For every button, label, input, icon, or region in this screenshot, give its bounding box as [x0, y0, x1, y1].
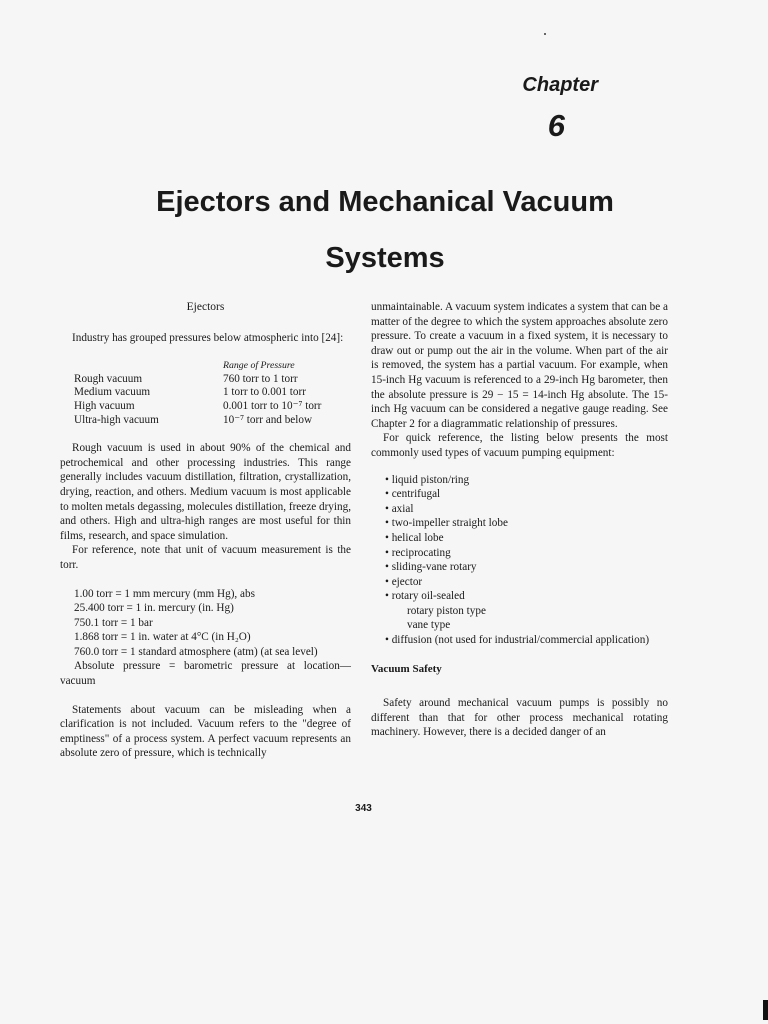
list-item: • two-impeller straight lobe [385, 517, 508, 530]
list-item: • liquid piston/ring [385, 473, 470, 486]
page-number: 343 [355, 803, 372, 814]
vacuum-system-paragraph: unmaintainable. A vacuum system indicates a system that can be a matter of the degree to which the system approaches absolute zero pressure. To create a vacuum in a fixed system, it is necessary to draw out or pump out the air in the volume. When part of the air is removed, the system has a partial vacuum. For example, when 15-inch Hg vacuum is referenced to a 29-inch Hg barometer, then the absolute pressure is 29 − 15 = 14-inch Hg absolute. The 15-inch Hg vacuum can be considered a negative gauge reading. See Chapter 2 for a diagrammatic relationship of pressures. [371, 301, 668, 430]
chapter-label: Chapter [522, 74, 598, 96]
list-subitem: vane type [407, 619, 451, 632]
list-item: 750.1 torr = 1 bar [74, 616, 153, 629]
table-row: Medium vacuum 1 torr to 0.001 torr [74, 386, 306, 399]
pressure-range-table [74, 359, 321, 427]
unit-conversion-list [74, 587, 351, 660]
list-item: 1.00 torr = 1 mm mercury (mm Hg), abs [74, 587, 255, 600]
section-heading-ejectors: Ejectors [186, 301, 225, 313]
list-item: • axial [385, 502, 414, 515]
table-row: Rough vacuum 760 torr to 1 torr [74, 372, 298, 385]
left-column [60, 300, 351, 761]
list-subitem: rotary piston type [407, 604, 486, 617]
equipment-intro-paragraph: For quick reference, the listing below presents the most commonly used types of vacuum pumping equipment: [371, 432, 668, 459]
range-column-header: Range of Pressure [223, 360, 295, 372]
chapter-title-line-2: Systems [325, 242, 445, 274]
chapter-title [60, 174, 710, 286]
chapter-title-line-1: Ejectors and Mechanical Vacuum [156, 186, 614, 218]
right-column [371, 300, 668, 740]
table-row: Ultra-high vacuum 10⁻⁷ torr and below [74, 413, 313, 426]
list-item: • rotary oil-sealed [385, 590, 465, 603]
vacuum-safety-paragraph: Safety around mechanical vacuum pumps is possibly no different than that for other process mechanical rotating machinery. However, there is a decided danger of an [371, 697, 668, 739]
list-item: • ejector [385, 575, 423, 588]
list-item: • centrifugal [385, 488, 441, 501]
scan-edge-mark [763, 1000, 768, 1020]
table-row: High vacuum 0.001 torr to 10⁻⁷ torr [74, 399, 322, 412]
list-item: 25.400 torr = 1 in. mercury (in. Hg) [74, 602, 234, 615]
list-item: 1.868 torr = 1 in. water at 4°C (in H₂O) [74, 631, 251, 644]
rough-vacuum-paragraph: Rough vacuum is used in about 90% of the chemical and petrochemical and other processing industries. This range generally includes vacuum distillation, filtration, crystallization, drying, reaction, and others. Medium vacuum is most applicable to molten metals degassing, molecules distillation, freeze drying, and others. High and ultra-high ranges are most useful for thin films, research, and space simulation. [60, 442, 351, 542]
list-item: • sliding-vane rotary [385, 561, 477, 574]
vacuum-equipment-list [371, 473, 668, 648]
list-item: • helical lobe [385, 531, 444, 544]
section-heading-vacuum-safety: Vacuum Safety [371, 662, 442, 675]
intro-paragraph: Industry has grouped pressures below atmospheric into [24]: [72, 331, 344, 344]
list-item: 760.0 torr = 1 standard atmosphere (atm) (at sea level) [74, 645, 318, 658]
vacuum-statement-paragraph: Statements about vacuum can be misleading when a clarification is not included. Vacuum refers to the "degree of emptiness" of a process system. A perfect vacuum represents an absolute zero of pressure, which is technically [60, 703, 351, 760]
torr-reference-paragraph: For reference, note that unit of vacuum measurement is the torr. [60, 544, 351, 571]
scan-speck [544, 33, 546, 35]
chapter-number: 6 [547, 108, 565, 143]
list-item: • diffusion (not used for industrial/commercial application) [385, 634, 650, 647]
list-item: • reciprocating [385, 546, 451, 559]
absolute-pressure-definition: Absolute pressure = barometric pressure at location—vacuum [60, 660, 351, 688]
